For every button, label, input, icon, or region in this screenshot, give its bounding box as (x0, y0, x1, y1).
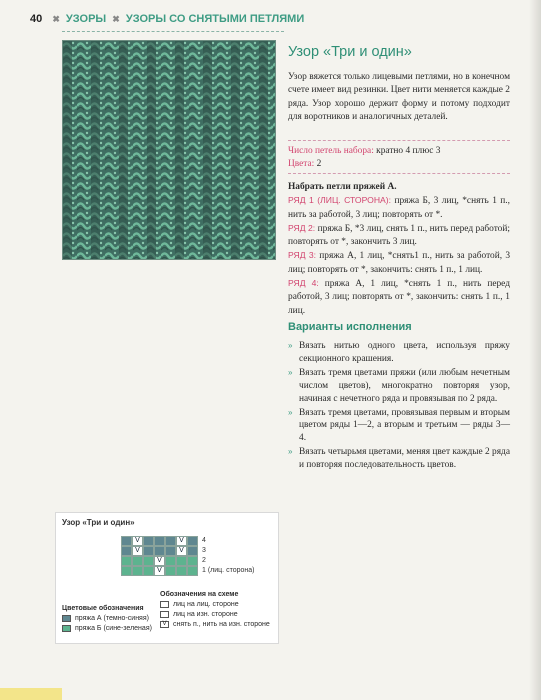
symbol-key-title: Обозначения на схеме (160, 591, 239, 598)
chart-cell: V (176, 536, 187, 546)
section-title: УЗОРЫ (65, 13, 107, 25)
variant-text: Вязать тремя цветами, провязывая первым и вторым цветом ряды 1—2, а вторым и третьим — ряды 3—4. (299, 407, 510, 444)
chart-cell (143, 546, 154, 556)
symbol-key-item (160, 621, 270, 628)
bullet-icon: » (288, 407, 293, 417)
chart-cell (176, 566, 187, 576)
yarn-b-swatch-icon (62, 625, 71, 632)
separator-icon: ✖ (112, 14, 120, 24)
chart-cell (154, 546, 165, 556)
variant-text: Вязать тремя цветами пряжи (или любым нечетным числом цветов), многократно повторяя узор, начиная с нечетного ряда и провязывая по 2 ряда. (299, 367, 510, 404)
row-instruction (288, 222, 510, 250)
chart-row-label: 3 (202, 547, 206, 554)
chart-cell (121, 546, 132, 556)
chart-title: Узор «Три и один» (62, 518, 135, 527)
color-count-value: 2 (316, 158, 322, 169)
symbol-key-label: снять п., нить на изн. стороне (173, 621, 270, 628)
knit-ws-symbol-icon (160, 611, 169, 618)
cast-count (288, 145, 510, 158)
color-key-title: Цветовые обозначения (62, 605, 144, 612)
symbol-key-item (160, 601, 270, 608)
row-label: РЯД 2: (288, 222, 316, 233)
color-key (62, 605, 152, 635)
chart-cell (121, 566, 132, 576)
header-divider (62, 31, 284, 32)
row-text: пряжа Б, *3 лиц, снять 1 п., нить перед работой; повторять от *, закончить 3 лиц. (288, 223, 510, 248)
symbol-key-label: лиц на изн. стороне (173, 611, 238, 618)
page-header (30, 13, 510, 31)
color-key-item (62, 615, 152, 622)
row-text: пряжа А, 1 лиц, *снять1 п., нить за работой, 3 лиц; повторять от *, закончить: снять 1 п., 1 лиц. (288, 251, 511, 275)
chart-row-label: 1 (лиц. сторона) (202, 567, 255, 574)
cast-on-instruction: Набрать петли пряжей А. (288, 182, 397, 192)
row-text: пряжа Б, 3 лиц, *снять 1 п., нить за работой, 3 лиц; повторять от *. (288, 196, 510, 220)
chart-cell (187, 536, 198, 546)
pattern-title: Узор «Три и один» (288, 44, 412, 60)
cast-count-value: кратно 4 плюс 3 (376, 146, 441, 156)
chart-cell (176, 556, 187, 566)
row-label: РЯД 1 (ЛИЦ. СТОРОНА): (288, 195, 392, 206)
knit-rs-symbol-icon (160, 601, 169, 608)
row-text: пряжа А, 1 лиц, *снять 1 п., нить перед работой, 3 лиц; повторять от *, закончить: снять 1 п., 1 лиц. (288, 279, 510, 316)
chart-cell (165, 536, 176, 546)
variant-text: Вязать четырьмя цветами, меняя цвет каждые 2 ряда и повторяя последовательность цветов. (299, 447, 510, 471)
chart-row-label: 4 (202, 537, 206, 544)
bullet-icon: » (288, 367, 293, 377)
page-corner-tab (0, 688, 62, 700)
pattern-intro: Узор вяжется только лицевыми петлями, но в конечном счете имеет вид резинки. Цвет нити меняется каждые 2 ряда. Узор хорошо держит форму и потому подходит для воротников и аналогичных деталей. (288, 72, 510, 123)
chart-cell (187, 556, 198, 566)
color-key-label: пряжа А (темно-синяя) (75, 615, 149, 622)
symbol-key (160, 591, 270, 631)
bullet-icon: » (288, 447, 293, 457)
knitted-swatch-photo (62, 40, 276, 260)
variant-item (288, 367, 510, 406)
variants-list (288, 340, 510, 473)
variant-item (288, 446, 510, 472)
chart-cell (121, 556, 132, 566)
bullet-icon: » (288, 341, 293, 350)
row-instruction (288, 249, 510, 277)
chart-cell (132, 566, 143, 576)
symbol-key-item (160, 611, 270, 618)
chart-cell (165, 546, 176, 556)
separator-icon: ✖ (52, 14, 60, 24)
variants-heading: Варианты исполнения (288, 321, 412, 333)
chart-cell (143, 566, 154, 576)
variant-item (288, 407, 510, 446)
variant-item (288, 340, 510, 366)
chart-cell (143, 536, 154, 546)
color-count-label: Цвета: (288, 158, 315, 169)
color-count (288, 158, 510, 171)
stitch-chart-box (55, 512, 279, 644)
row-instruction (288, 194, 510, 222)
chart-cell (121, 536, 132, 546)
subsection-title: УЗОРЫ СО СНЯТЫМИ ПЕТЛЯМИ (125, 13, 305, 25)
chart-cell (187, 566, 198, 576)
chart-cell: V (176, 546, 187, 556)
chart-cell: V (154, 556, 165, 566)
row-label: РЯД 3: (288, 250, 317, 261)
chart-cell (187, 546, 198, 556)
chart-cell (165, 556, 176, 566)
slip-symbol-icon: V (160, 621, 169, 628)
chart-cell: V (132, 546, 143, 556)
pattern-facts (288, 145, 510, 170)
swatch-texture (63, 41, 275, 259)
chart-cell (143, 556, 154, 566)
symbol-key-label: лиц на лиц. стороне (173, 601, 239, 608)
chart-cell (132, 556, 143, 566)
color-key-label: пряжа Б (сине-зеленая) (75, 625, 152, 632)
yarn-a-swatch-icon (62, 615, 71, 622)
pattern-instructions (288, 181, 510, 318)
section-divider (288, 173, 510, 174)
section-divider (288, 140, 510, 141)
row-label: РЯД 4: (288, 278, 319, 289)
cast-count-label: Число петель набора: (288, 146, 374, 156)
book-binding-shadow (529, 0, 541, 700)
page-number: 40 (30, 13, 43, 25)
row-instruction (288, 277, 510, 318)
chart-cell (154, 536, 165, 546)
chart-cell: V (132, 536, 143, 546)
chart-cell: V (154, 566, 165, 576)
variant-text: Вязать нитью одного цвета, используя пряжу секционного крашения. (299, 341, 510, 364)
color-key-item (62, 625, 152, 632)
chart-row-label: 2 (202, 557, 206, 564)
chart-cell (165, 566, 176, 576)
